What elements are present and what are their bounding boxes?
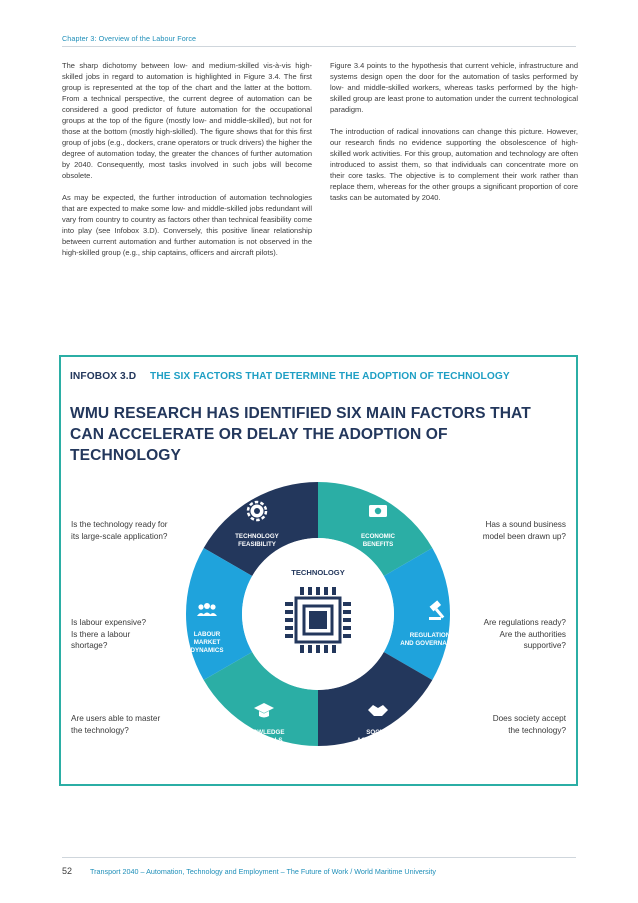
money-icon <box>369 505 387 517</box>
question-users-master: Are users able to master the technology? <box>71 714 161 735</box>
paragraph: Figure 3.4 points to the hypothesis that current vehicle, infrastructure and systems design open the door for the automation of tasks performed by low- and middle-skilled workers, whereas tasks performed by the high-skilled group are least prone to automation under the current technological paradigm. <box>330 61 578 114</box>
paragraph: As may be expected, the further introduction of automation technologies that are expected to make some low- and middle-skilled jobs redundant will vary from country to country as factors other than technical feasibility come into play (see Infobox 3.D). Conversely, this positive linear relationship between current automation and further automation is not observed in the high-skilled group (e.g., ship captains, officers and aircraft pilots). <box>62 193 312 257</box>
segment-label-social-acceptance: ACCEPTANCE <box>356 737 400 744</box>
infobox-title: THE SIX FACTORS THAT DETERMINE THE ADOPTION OF TECHNOLOGY <box>150 371 510 382</box>
question-business-model: Has a sound business model been drawn up? <box>482 520 566 541</box>
segment-label-technology-feasibility: TECHNOLOGY <box>235 533 279 540</box>
running-header: Chapter 3: Overview of the Labour Force <box>62 34 197 43</box>
segment-label-economic-benefits: BENEFITS <box>362 541 394 548</box>
segment-label-social-acceptance: SOCIAL <box>366 729 390 736</box>
chip-icon <box>285 587 351 653</box>
infobox-label: INFOBOX 3.D <box>70 371 137 382</box>
segment-label-knowledge-skills: KNOWLEDGE <box>243 729 285 736</box>
page-number: 52 <box>62 866 73 876</box>
segment-label-labour-market: MARKET <box>193 639 221 646</box>
question-labour-expensive: Is labour expensive? Is there a labour shortage? <box>71 618 147 650</box>
footer-text: Transport 2040 – Automation, Technology and Employment – The Future of Work / World Maritime University <box>90 867 436 876</box>
question-regulations-ready: Are regulations ready? Are the authorities supportive? <box>483 618 566 650</box>
segment-label-labour-market: DYNAMICS <box>190 647 224 654</box>
segment-label-regulation: AND GOVERNANCE <box>400 640 460 647</box>
infobox-heading: WMU RESEARCH HAS IDENTIFIED SIX MAIN FACTORS THAT CAN ACCELERATE OR DELAY THE ADOPTION OF TECHNOLOGY <box>70 405 531 464</box>
segment-label-regulation: REGULATION <box>409 632 451 639</box>
footer-rule <box>62 857 576 858</box>
segment-label-knowledge-skills: AND SKILLS <box>245 737 283 744</box>
segment-label-economic-benefits: ECONOMIC <box>360 533 396 540</box>
paragraph: The introduction of radical innovations can change this picture. However, our research finds no evidence supporting the obsolescence of high-skilled work activities. For this group, automation and technology are often introduced to assist them, so that individuals can concentrate more on their core tasks. The objective is to complement their work rather than replace them, whereas for the other groups a significant proportion of core tasks can be automated by 2040. <box>330 127 578 202</box>
center-label: TECHNOLOGY <box>291 568 345 577</box>
paragraph: The sharp dichotomy between low- and medium-skilled vis-à-vis high-skilled jobs in regard to automation is highlighted in Figure 3.4. The first group is represented at the top of the chart and the latter at the bottom. From a technical perspective, the current degree of automation can be considered a good predictor of future automation for the occupational groups at the top of the figure (mostly low- and middle-skilled), but not for those at the bottom (mostly high-skilled). The figure shows that for this first group of jobs (e.g., dockers, crane operators or truck drivers) the higher the degree of automation today, the greater the chances of further automation by 2040. Consequently, most tasks involved in such jobs will become obsolete. <box>62 61 312 180</box>
segment-label-technology-feasibility: FEASIBILITY <box>238 541 276 548</box>
question-technology-ready: Is the technology ready for its large-scale application? <box>71 520 168 541</box>
question-society-accept: Does society accept the technology? <box>492 714 566 735</box>
segment-label-labour-market: LABOUR <box>193 631 221 638</box>
